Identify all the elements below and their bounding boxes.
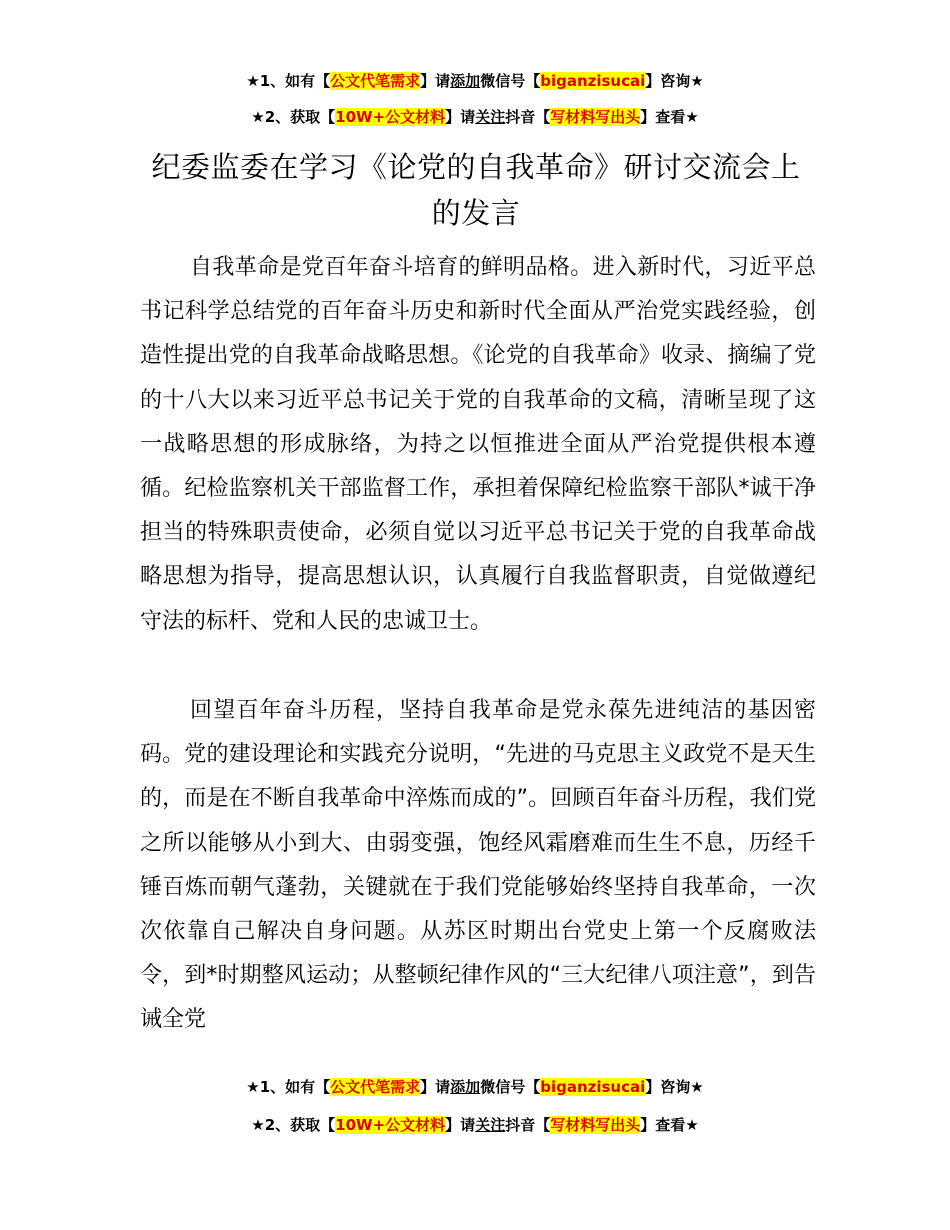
header-notice-line-1 [0, 70, 950, 92]
star-icon: ★ [685, 1116, 699, 1134]
notice-text: 微信号【 [480, 1078, 541, 1096]
wechat-id: biganzisucai [540, 1078, 646, 1096]
highlight-materials: 10W+公文材料 [335, 1116, 446, 1134]
star-icon: ★ [246, 72, 260, 90]
douyin-account: 写材料写出头 [550, 108, 641, 126]
paragraph-2: 回望百年奋斗历程，坚持自我革命是党永葆先进纯洁的基因密码。党的建设理论和实践充分说明，“先进的马克思主义政党不是天生的，而是在不断自我革命中淬炼而成的”。回顾百年奋斗历程，我们党之所以能够从小到大、由弱变强，饱经风霜磨难而生生不息，历经千锤百炼而朝气蓬勃，关键就在于我们党能够始终坚持自我革命，一次次依靠自己解决自身问题。从苏区时期出台党史上第一个反腐败法令，到*时期整风运动；从整顿纪律作风的“三大纪律八项注意”，到告诫全党 [140, 698, 816, 1033]
notice-text: 1、如有【 [259, 72, 331, 90]
douyin-account: 写材料写出头 [550, 1116, 641, 1134]
underlined-keyword: 关注 [475, 108, 506, 126]
notice-text: 抖音【 [505, 108, 551, 126]
notice-text: 】咨询 [645, 1078, 691, 1096]
notice-text: 1、如有【 [259, 1078, 331, 1096]
star-icon: ★ [690, 1078, 704, 1096]
notice-text: 】请 [420, 72, 451, 90]
highlight-service: 公文代笔需求 [330, 1078, 421, 1096]
notice-text: 】咨询 [645, 72, 691, 90]
underlined-keyword: 添加 [450, 72, 481, 90]
star-icon: ★ [685, 108, 699, 126]
star-icon: ★ [251, 1116, 265, 1134]
paragraph-1: 自我革命是党百年奋斗培育的鲜明品格。进入新时代，习近平总书记科学总结党的百年奋斗历史和新时代全面从严治党实践经验，创造性提出党的自我革命战略思想。《论党的自我革命》收录、摘编了党的十八大以来习近平总书记关于党的自我革命的文稿，清晰呈现了这一战略思想的形成脉络，为持之以恒推进全面从严治党提供根本遵循。纪检监察机关干部监督工作，承担着保障纪检监察干部队*诚干净担当的特殊职责使命，必须自觉以习近平总书记关于党的自我革命战略思想为指导，提高思想认识，认真履行自我监督职责，自觉做遵纪守法的标杆、党和人民的忠诚卫士。 [140, 255, 816, 634]
highlight-service: 公文代笔需求 [330, 72, 421, 90]
highlight-materials: 10W+公文材料 [335, 108, 446, 126]
star-icon: ★ [690, 72, 704, 90]
underlined-keyword: 关注 [475, 1116, 506, 1134]
notice-text: 2、获取【 [264, 108, 336, 126]
document-title: 纪委监委在学习《论党的自我革命》研讨交流会上的发言 [151, 150, 801, 230]
footer-notice-line-1 [0, 1076, 950, 1098]
notice-text: 】请 [445, 108, 476, 126]
star-icon: ★ [251, 108, 265, 126]
notice-text: 】请 [420, 1078, 451, 1096]
notice-text: 】查看 [640, 1116, 686, 1134]
notice-text: 微信号【 [480, 72, 541, 90]
notice-text: 2、获取【 [264, 1116, 336, 1134]
notice-text: 】请 [445, 1116, 476, 1134]
star-icon: ★ [246, 1078, 260, 1096]
wechat-id: biganzisucai [540, 72, 646, 90]
underlined-keyword: 添加 [450, 1078, 481, 1096]
header-notice-line-2 [0, 106, 950, 128]
footer-notice-line-2 [0, 1114, 950, 1136]
notice-text: 抖音【 [505, 1116, 551, 1134]
notice-text: 】查看 [640, 108, 686, 126]
